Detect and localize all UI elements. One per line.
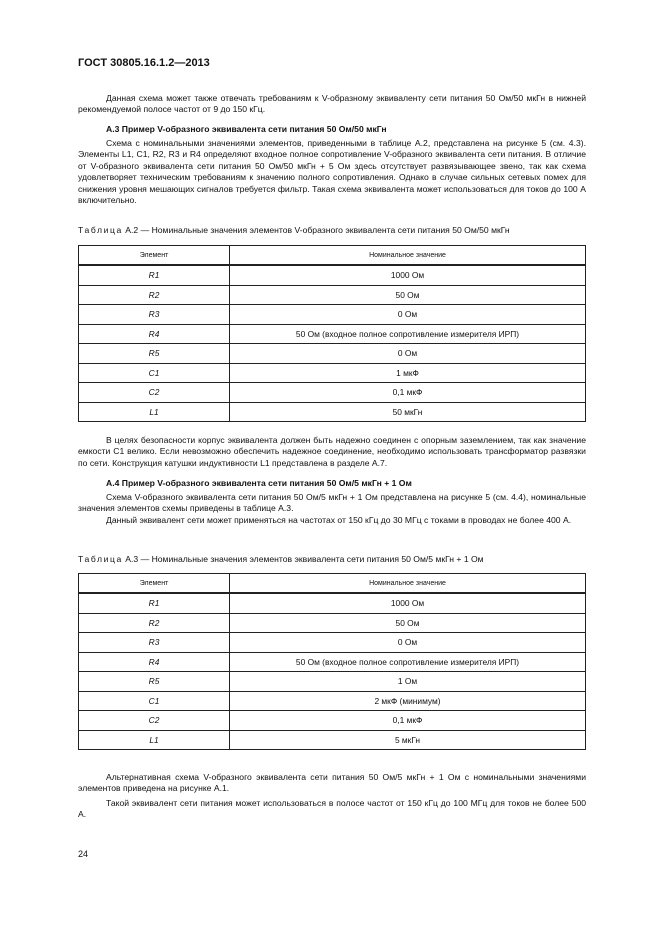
table-a2-caption-label: Таблица xyxy=(78,225,123,235)
table-header-row xyxy=(79,574,586,594)
element-cell: L1 xyxy=(79,730,230,750)
table-row xyxy=(79,711,586,731)
paragraph-alternative: Альтернативная схема V-образного эквивалента сети питания 50 Ом/5 мкГн + 1 Ом с номинальными значениями элементов приведена на рисунке А.1. xyxy=(78,772,586,794)
column-header-element: Элемент xyxy=(79,574,230,594)
value-cell: 0 Ом xyxy=(230,344,586,364)
table-a2-caption-text: А.2 — Номинальные значения элементов V-образного эквивалента сети питания 50 Ом/50 мкГн xyxy=(125,225,510,235)
table-row xyxy=(79,402,586,422)
paragraph-a4-2: Данный эквивалент сети может применяться на частотах от 150 кГц до 30 МГц с токами в проводах не более 400 А. xyxy=(106,515,572,525)
document-header: ГОСТ 30805.16.1.2—2013 xyxy=(78,57,210,69)
value-cell: 1 мкФ xyxy=(230,363,586,383)
table-a3-caption-label: Таблица xyxy=(78,554,123,564)
table-row xyxy=(79,652,586,672)
table-row xyxy=(79,363,586,383)
element-cell: R5 xyxy=(79,344,230,364)
value-cell: 1 Ом xyxy=(230,672,586,692)
table-row xyxy=(79,730,586,750)
table-row xyxy=(79,613,586,633)
element-cell: R4 xyxy=(79,324,230,344)
element-cell: C1 xyxy=(79,691,230,711)
value-cell: 5 мкГн xyxy=(230,730,586,750)
column-header-value: Номинальное значение xyxy=(230,574,586,594)
value-cell: 0,1 мкФ xyxy=(230,383,586,403)
element-cell: C1 xyxy=(79,363,230,383)
table-row xyxy=(79,344,586,364)
value-cell: 50 Ом xyxy=(230,613,586,633)
table-row xyxy=(79,324,586,344)
value-cell: 2 мкФ (минимум) xyxy=(230,691,586,711)
table-a2-caption xyxy=(78,225,510,235)
table-row xyxy=(79,265,586,285)
table-row xyxy=(79,285,586,305)
value-cell: 1000 Ом xyxy=(230,265,586,285)
element-cell: L1 xyxy=(79,402,230,422)
value-cell: 0,1 мкФ xyxy=(230,711,586,731)
column-header-element: Элемент xyxy=(79,246,230,266)
table-a3-caption xyxy=(78,554,484,564)
element-cell: C2 xyxy=(79,383,230,403)
element-cell: R2 xyxy=(79,285,230,305)
section-a4-title: А.4 Пример V-образного эквивалента сети питания 50 Ом/5 мкГн + 1 Ом xyxy=(106,478,412,488)
element-cell: R3 xyxy=(79,633,230,653)
element-cell: R4 xyxy=(79,652,230,672)
value-cell: 50 мкГн xyxy=(230,402,586,422)
paragraph-safety: В целях безопасности корпус эквивалента должен быть надежно соединен с опорным заземлением, так как значение емкости C1 велико. Если невозможно обеспечить надежное соединение, необходимо использовать трансформатор развязки по сети. Конструкция катушки индуктивности L1 представлена в разделе А.7. xyxy=(78,435,586,468)
table-header-row xyxy=(79,246,586,266)
table-row xyxy=(79,672,586,692)
table-row xyxy=(79,691,586,711)
element-cell: R3 xyxy=(79,305,230,325)
section-a3-title: А.3 Пример V-образного эквивалента сети питания 50 Ом/50 мкГн xyxy=(106,124,387,134)
value-cell: 1000 Ом xyxy=(230,593,586,613)
column-header-value: Номинальное значение xyxy=(230,246,586,266)
value-cell: 0 Ом xyxy=(230,305,586,325)
element-cell: C2 xyxy=(79,711,230,731)
table-a3-caption-text: А.3 — Номинальные значения элементов эквивалента сети питания 50 Ом/5 мкГн + 1 Ом xyxy=(125,554,484,564)
value-cell: 50 Ом (входное полное сопротивление измерителя ИРП) xyxy=(230,324,586,344)
element-cell: R2 xyxy=(79,613,230,633)
element-cell: R1 xyxy=(79,265,230,285)
element-cell: R5 xyxy=(79,672,230,692)
table-row xyxy=(79,383,586,403)
table-row xyxy=(79,593,586,613)
paragraph-intro: Данная схема может также отвечать требованиям к V-образному эквиваленту сети питания 50 Ом/50 мкГн в нижней рекомендуемой полосе частот от 9 до 150 кГц. xyxy=(78,93,586,115)
table-a3 xyxy=(78,573,586,750)
page-number: 24 xyxy=(78,849,89,859)
table-a2 xyxy=(78,245,586,422)
paragraph-final: Такой эквивалент сети питания может использоваться в полосе частот от 150 кГц до 100 МГц для токов не более 500 А. xyxy=(78,798,586,820)
paragraph-a3: Схема с номинальными значениями элементов, приведенными в таблице А.2, представлена на рисунке 5 (см. 4.3). Элементы L1, C1, R2, R3 и R4 определяют входное полное сопротивление V-образного эквивалента сети питания. В отличие от V-образного эквивалента сети питания 50 Ом/50 мкГн + 5 Ом здесь отсутствует развязывающее звено, так как схема удовлетворяет техническим требованиям к значению полного сопротивления. Однако в случае сильных сетевых помех для снижения уровня мешающих сигналов требуется фильтр. Такая схема эквивалента может использоваться для токов до 100 А включительно. xyxy=(78,138,586,206)
paragraph-a4-1: Схема V-образного эквивалента сети питания 50 Ом/5 мкГн + 1 Ом представлена на рисунке 5 (см. 4.4), номинальные значения элементов схемы приведены в таблице А.3. xyxy=(78,492,586,514)
table-row xyxy=(79,633,586,653)
value-cell: 50 Ом xyxy=(230,285,586,305)
value-cell: 0 Ом xyxy=(230,633,586,653)
value-cell: 50 Ом (входное полное сопротивление измерителя ИРП) xyxy=(230,652,586,672)
element-cell: R1 xyxy=(79,593,230,613)
table-row xyxy=(79,305,586,325)
